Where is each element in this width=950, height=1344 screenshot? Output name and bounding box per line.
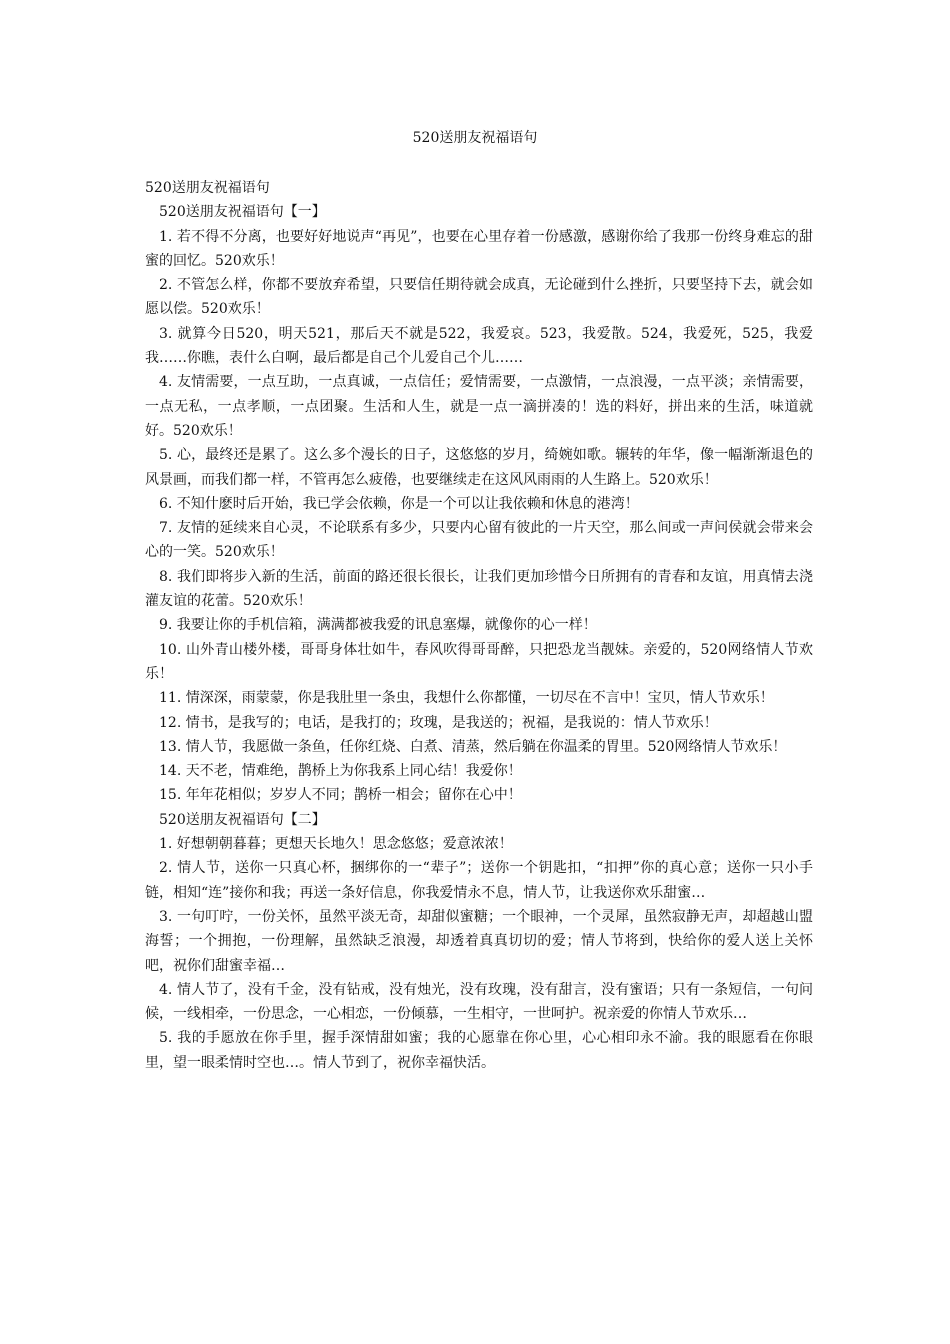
paragraph: 15. 年年花相似；岁岁人不同；鹊桥一相会；留你在心中！: [159, 787, 522, 804]
section-title-2: 520送朋友祝福语句【二】: [159, 811, 326, 828]
document-title: 520送朋友祝福语句: [412, 130, 538, 146]
body-heading: 520送朋友祝福语句: [145, 180, 270, 196]
paragraph: 3. 就算今日520，明天521，那后天不就是522，我爱哀。523，我爱散。524，我爱死，525，我爱我……你瞧，表什么白啊，最后都是自己个儿爱自己个儿……: [145, 325, 813, 367]
section-title-1: 520送朋友祝福语句【一】: [159, 204, 326, 221]
paragraph: 7. 友情的延续来自心灵，不论联系有多少，只要内心留有彼此的一片天空，那么间或一声问侯就会带来会心的一笑。520欢乐！: [145, 520, 813, 561]
paragraph: 4. 情人节了，没有千金，没有钻戒，没有烛光，没有玫瑰，没有甜言，没有蜜语；只有一条短信，一句问候，一线相牵，一份思念，一心相恋，一份倾慕，一生相守，一世呵护。祝亲爱的你情人节欢乐…: [145, 981, 813, 1023]
paragraph: 8. 我们即将步入新的生活，前面的路还很长很长，让我们更加珍惜今日所拥有的青春和友谊，用真情去浇灌友谊的花蕾。520欢乐！: [145, 568, 813, 610]
paragraph: 3. 一句叮咛，一份关怀，虽然平淡无奇，却甜似蜜糖；一个眼神，一个灵犀，虽然寂静无声，却超越山盟海誓；一个拥抱，一份理解，虽然缺乏浪漫，却透着真真切切的爱；情人节将到，快给你的爱人送上关怀吧，祝你们甜蜜幸福…: [145, 908, 813, 974]
paragraph: 10. 山外青山楼外楼，哥哥身体壮如牛，春风吹得哥哥醉，只把恐龙当靓妹。亲爱的，520网络情人节欢乐！: [145, 641, 813, 682]
paragraph: 1. 好想朝朝暮暮；更想天长地久！思念悠悠；爱意浓浓！: [159, 836, 513, 853]
paragraph: 5. 我的手愿放在你手里，握手深情甜如蜜；我的心愿靠在你心里，心心相印永不渝。我的眼愿看在你眼里，望一眼柔情时空也…。情人节到了，祝你幸福快活。: [145, 1030, 813, 1071]
paragraph: 4. 友情需要，一点互助，一点真诚，一点信任；爱情需要，一点激情，一点浪漫，一点平淡；亲情需要，一点无私，一点孝顺，一点团聚。生活和人生，就是一点一滴拼凑的！选的料好，拼出来的生活，味道就好。520欢乐！: [145, 374, 813, 439]
paragraph: 1. 若不得不分离，也要好好地说声“再见”，也要在心里存着一份感激，感谢你给了我那一份终身难忘的甜蜜的回忆。520欢乐！: [145, 228, 813, 269]
paragraph: 6. 不知什麽时后开始，我已学会依赖，你是一个可以让我依赖和休息的港湾！: [159, 495, 639, 512]
paragraph: 12. 情书，是我写的；电话，是我打的；玫瑰，是我送的；祝福，是我说的：情人节欢乐！: [159, 714, 718, 731]
paragraph: 14. 天不老，情难绝，鹊桥上为你我系上同心结！我爱你！: [159, 763, 522, 780]
paragraph: 2. 情人节，送你一只真心杯，捆绑你的一“辈子”；送你一个钥匙扣，“扣押”你的真心意；送你一只小手链，相知“连”接你和我；再送一条好信息，你我爱情永不息，情人节，让我送你欢乐甜蜜…: [145, 860, 813, 901]
paragraph: 5. 心，最终还是累了。这么多个漫长的日子，这悠悠的岁月，绮婉如歌。辗转的年华，像一幅渐渐退色的风景画，而我们都一样，不管再怎么疲倦，也要继续走在这风风雨雨的人生路上。520欢乐！: [145, 447, 813, 488]
paragraph: 2. 不管怎么样，你都不要放弃希望，只要信任期待就会成真，无论碰到什么挫折，只要坚持下去，就会如愿以偿。520欢乐！: [145, 277, 813, 318]
paragraph: 11. 情深深，雨蒙蒙，你是我肚里一条虫，我想什么你都懂，一切尽在不言中！宝贝，情人节欢乐！: [159, 690, 774, 707]
paragraph: 9. 我要让你的手机信箱，满满都被我爱的讯息塞爆，就像你的心一样！: [159, 617, 597, 634]
document-body: [145, 176, 813, 1075]
paragraph: 13. 情人节，我愿做一条鱼，任你红烧、白煮、清蒸，然后躺在你温柔的胃里。520网络情人节欢乐！: [159, 738, 787, 755]
